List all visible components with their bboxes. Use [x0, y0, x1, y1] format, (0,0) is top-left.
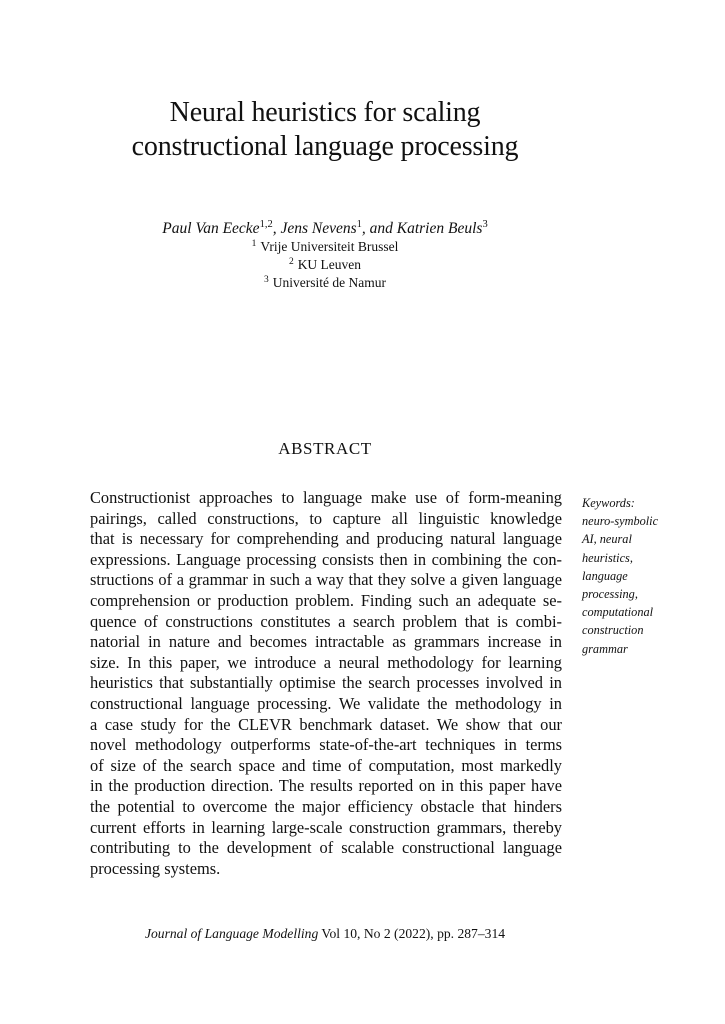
abstract-line: novel methodology outperforms state-of-the-art techniques in terms [90, 735, 562, 755]
affiliation-name: Vrije Universiteit Brussel [260, 239, 399, 254]
abstract-line: processing systems. [90, 858, 221, 878]
author-list [0, 219, 650, 238]
affiliation-mark: 1 [356, 219, 362, 230]
affiliation [0, 256, 650, 274]
affiliation-mark: 3 [482, 219, 488, 230]
affiliation-mark: 1,2 [259, 219, 273, 230]
affiliation-mark: 3 [264, 275, 269, 285]
journal-details: Vol 10, No 2 (2022), pp. 287–314 [318, 926, 506, 941]
author-separator: , and [361, 220, 397, 237]
keywords-block [582, 494, 692, 658]
affiliation-mark: 1 [251, 239, 257, 249]
keyword-line: neuro-symbolic [582, 514, 659, 529]
title-line: Neural heuristics for scaling [169, 97, 481, 128]
abstract-line: of size of the search space and time of computation, most markedly [90, 755, 562, 775]
affiliation-mark: 2 [288, 257, 294, 267]
abstract-line: that is necessary for comprehending and producing natural language [90, 529, 562, 549]
abstract-line: size. In this paper, we introduce a neural methodology for learning [90, 652, 562, 672]
keyword-line: language [582, 568, 628, 583]
affiliation [0, 238, 650, 256]
abstract-line: the potential to overcome the major efficiency obstacle that hinders [90, 796, 562, 816]
abstract-line: Constructionist approaches to language make use of form-meaning [90, 488, 562, 507]
keywords-list [582, 512, 692, 658]
keyword-line: processing, [582, 587, 638, 602]
abstract-line: current efforts in learning large-scale construction grammars, thereby [90, 817, 562, 837]
abstract-line: a case study for the CLEVR benchmark dataset. We show that our [90, 714, 562, 734]
abstract-line: expressions. Language processing consists then in combining the con- [90, 549, 562, 569]
author-name: Paul Van Eecke [162, 220, 260, 237]
abstract-line: natorial in nature and becomes intractable as grammars increase in [90, 632, 562, 652]
title-line: constructional language processing [131, 131, 519, 162]
author-separator: , [272, 220, 281, 237]
abstract-heading: ABSTRACT [278, 439, 372, 458]
abstract-line: pairings, called constructions, to capture all linguistic knowledge [90, 508, 562, 528]
abstract-line: constructional language processing. We validate the methodology in [90, 693, 562, 713]
paper-title [0, 96, 650, 164]
journal-citation [0, 926, 650, 942]
abstract-body [90, 488, 562, 879]
keyword-line: AI, neural [582, 532, 632, 547]
keyword-line: computational [582, 605, 654, 620]
keyword-line: grammar [582, 641, 628, 656]
abstract-line: contributing to the development of scalable constructional language [90, 838, 562, 858]
author-block [0, 219, 650, 292]
keyword-line: construction [582, 623, 644, 638]
affiliation-name: KU Leuven [297, 257, 362, 272]
journal-name: Journal of Language Modelling [144, 926, 319, 941]
abstract-line: in the production direction. The results reported on in this paper have [90, 776, 562, 796]
affiliation [0, 274, 650, 292]
abstract-line: quence of constructions constitutes a search problem that is combi- [90, 611, 562, 631]
keyword-line: heuristics, [582, 550, 633, 565]
abstract-line: comprehension or production problem. Finding such an adequate se- [90, 590, 562, 610]
author-name: Katrien Beuls [396, 220, 483, 237]
abstract-line: structions of a grammar in such a way that they solve a given language [90, 570, 562, 590]
keywords-label: Keywords: [582, 496, 635, 510]
abstract-line: heuristics that substantially optimise the search processes involved in [90, 673, 562, 693]
affiliation-name: Université de Namur [272, 275, 386, 290]
author-name: Jens Nevens [280, 220, 357, 237]
